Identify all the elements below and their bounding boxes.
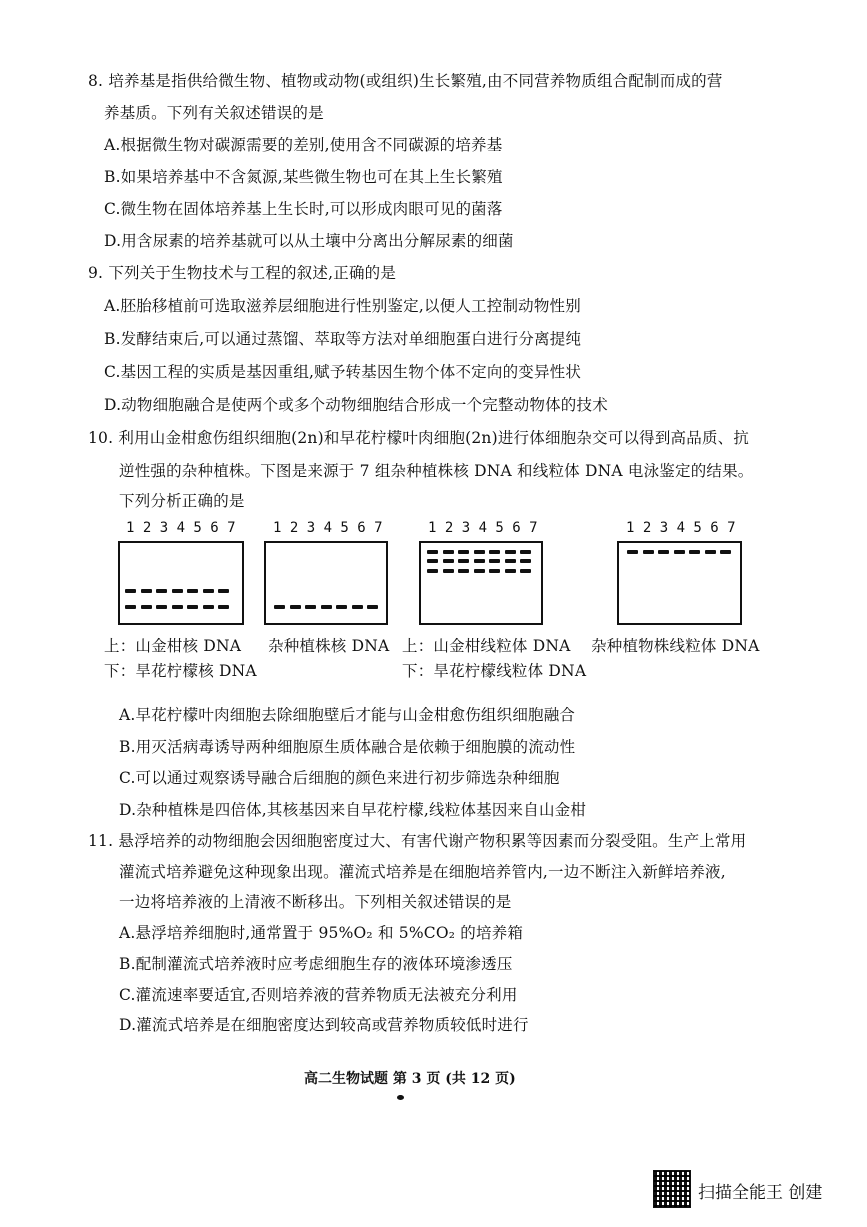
q10-option-b: B.用灭活病毒诱导两种细胞原生质体融合是依赖于细胞膜的流动性 xyxy=(119,738,576,756)
q11-option-b: B.配制灌流式培养液时应考虑细胞生存的液体环境渗透压 xyxy=(119,955,513,973)
gel3-band-row3-lane3 xyxy=(458,569,469,573)
gel2-band-row1-lane1 xyxy=(274,605,285,609)
gel3-band-row1-lane4 xyxy=(474,550,485,554)
gel1-label-bottom: 下：旱花柠檬核 DNA xyxy=(104,662,257,680)
q8-stem-line2: 养基质。下列有关叙述错误的是 xyxy=(104,104,324,122)
gel3-band-row3-lane6 xyxy=(505,569,516,573)
scan-speck xyxy=(397,1095,404,1100)
gel3-label-bottom: 下：旱花柠檬线粒体 DNA xyxy=(402,662,587,680)
gel2-band-row1-lane2 xyxy=(290,605,301,609)
q10-option-c: C.可以通过观察诱导融合后细胞的颜色来进行初步筛选杂种细胞 xyxy=(119,769,560,787)
gel1-band-row1-lane2 xyxy=(141,589,152,593)
gel4-band-row1-lane6 xyxy=(705,550,716,554)
q10-stem-line1: 10. 利用山金柑愈伤组织细胞(2n)和早花柠檬叶肉细胞(2n)进行体细胞杂交可以得到高品质、抗 xyxy=(88,429,750,447)
gel-2 xyxy=(264,541,388,625)
gel2-lane-numbers: 1 2 3 4 5 6 7 xyxy=(273,520,383,536)
gel4-band-row1-lane2 xyxy=(643,550,654,554)
q8-option-d: D.用含尿素的培养基就可以从土壤中分离出分解尿素的细菌 xyxy=(104,232,514,250)
gel1-band-row2-lane6 xyxy=(203,605,214,609)
gel2-band-row1-lane3 xyxy=(305,605,316,609)
gel-4 xyxy=(617,541,742,625)
gel1-band-row2-lane3 xyxy=(156,605,167,609)
q8-stem-line1: 8. 培养基是指供给微生物、植物或动物(或组织)生长繁殖,由不同营养物质组合配制而成的营 xyxy=(88,72,723,90)
gel1-band-row1-lane3 xyxy=(156,589,167,593)
gel3-band-row2-lane7 xyxy=(520,559,531,563)
gel4-band-row1-lane1 xyxy=(627,550,638,554)
gel1-band-row2-lane4 xyxy=(172,605,183,609)
gel1-band-row1-lane4 xyxy=(172,589,183,593)
q11-option-a: A.悬浮培养细胞时,通常置于 95%O₂ 和 5%CO₂ 的培养箱 xyxy=(119,924,524,942)
gel4-band-row1-lane7 xyxy=(720,550,731,554)
gel4-lane-numbers: 1 2 3 4 5 6 7 xyxy=(626,520,736,536)
gel3-band-row1-lane6 xyxy=(505,550,516,554)
gel2-band-row1-lane7 xyxy=(367,605,378,609)
q10-stem-line2: 逆性强的杂种植株。下图是来源于 7 组杂种植株核 DNA 和线粒体 DNA 电泳鉴定的结果。 xyxy=(119,462,754,480)
gel2-band-row1-lane5 xyxy=(336,605,347,609)
q11-stem-line3: 一边将培养液的上清液不断移出。下列相关叙述错误的是 xyxy=(119,893,512,911)
q8-option-b: B.如果培养基中不含氮源,某些微生物也可在其上生长繁殖 xyxy=(104,168,503,186)
q9-option-d: D.动物细胞融合是使两个或多个动物细胞结合形成一个完整动物体的技术 xyxy=(104,396,608,414)
q11-stem-line1: 11. 悬浮培养的动物细胞会因细胞密度过大、有害代谢产物积累等因素而分裂受阻。生产上常用 xyxy=(88,832,747,850)
gel1-band-row1-lane5 xyxy=(187,589,198,593)
gel2-label: 杂种植株核 DNA xyxy=(268,637,390,655)
q9-option-b: B.发酵结束后,可以通过蒸馏、萃取等方法对单细胞蛋白进行分离提纯 xyxy=(104,330,582,348)
q10-option-a: A.早花柠檬叶肉细胞去除细胞壁后才能与山金柑愈伤组织细胞融合 xyxy=(119,706,576,724)
gel-1 xyxy=(118,541,244,625)
gel1-band-row2-lane1 xyxy=(125,605,136,609)
gel3-band-row1-lane1 xyxy=(427,550,438,554)
gel3-band-row2-lane2 xyxy=(443,559,454,563)
gel1-band-row1-lane7 xyxy=(218,589,229,593)
gel3-band-row2-lane4 xyxy=(474,559,485,563)
gel3-band-row3-lane7 xyxy=(520,569,531,573)
q8-option-c: C.微生物在固体培养基上生长时,可以形成肉眼可见的菌落 xyxy=(104,200,503,218)
page-footer: 高二生物试题 第 3 页 (共 12 页) xyxy=(304,1071,516,1087)
gel3-band-row3-lane5 xyxy=(489,569,500,573)
gel4-band-row1-lane4 xyxy=(674,550,685,554)
gel3-band-row2-lane3 xyxy=(458,559,469,563)
gel3-band-row2-lane1 xyxy=(427,559,438,563)
gel1-lane-numbers: 1 2 3 4 5 6 7 xyxy=(126,520,236,536)
gel3-band-row3-lane4 xyxy=(474,569,485,573)
scanner-watermark: 扫描全能王 创建 xyxy=(698,1183,823,1203)
gel2-band-row1-lane6 xyxy=(352,605,363,609)
gel1-band-row1-lane6 xyxy=(203,589,214,593)
gel1-band-row2-lane2 xyxy=(141,605,152,609)
gel3-band-row1-lane5 xyxy=(489,550,500,554)
gel3-band-row1-lane7 xyxy=(520,550,531,554)
gel3-band-row1-lane3 xyxy=(458,550,469,554)
q11-option-d: D.灌流式培养是在细胞密度达到较高或营养物质较低时进行 xyxy=(119,1016,529,1034)
gel3-band-row2-lane5 xyxy=(489,559,500,563)
qr-code-icon xyxy=(653,1170,691,1208)
q10-option-d: D.杂种植株是四倍体,其核基因来自早花柠檬,线粒体基因来自山金柑 xyxy=(119,801,587,819)
gel2-band-row1-lane4 xyxy=(321,605,332,609)
gel3-band-row3-lane1 xyxy=(427,569,438,573)
gel1-band-row1-lane1 xyxy=(125,589,136,593)
q11-stem-line2: 灌流式培养避免这种现象出现。灌流式培养是在细胞培养管内,一边不断注入新鲜培养液, xyxy=(119,863,726,881)
gel1-band-row2-lane5 xyxy=(187,605,198,609)
gel-3 xyxy=(419,541,543,625)
gel3-band-row3-lane2 xyxy=(443,569,454,573)
gel1-label-top: 上：山金柑核 DNA xyxy=(104,637,242,655)
gel4-label: 杂种植物株线粒体 DNA xyxy=(591,637,760,655)
gel3-band-row2-lane6 xyxy=(505,559,516,563)
gel3-lane-numbers: 1 2 3 4 5 6 7 xyxy=(428,520,538,536)
gel3-label-top: 上：山金柑线粒体 DNA xyxy=(402,637,571,655)
gel1-band-row2-lane7 xyxy=(218,605,229,609)
gel4-band-row1-lane5 xyxy=(689,550,700,554)
q9-stem: 9. 下列关于生物技术与工程的叙述,正确的是 xyxy=(88,264,397,282)
q9-option-a: A.胚胎移植前可选取滋养层细胞进行性别鉴定,以便人工控制动物性别 xyxy=(104,297,581,315)
gel4-band-row1-lane3 xyxy=(658,550,669,554)
q8-option-a: A.根据微生物对碳源需要的差别,使用含不同碳源的培养基 xyxy=(104,136,503,154)
q10-stem-line3: 下列分析正确的是 xyxy=(119,492,245,510)
q11-option-c: C.灌流速率要适宜,否则培养液的营养物质无法被充分利用 xyxy=(119,986,518,1004)
gel3-band-row1-lane2 xyxy=(443,550,454,554)
q9-option-c: C.基因工程的实质是基因重组,赋予转基因生物个体不定向的变异性状 xyxy=(104,363,582,381)
